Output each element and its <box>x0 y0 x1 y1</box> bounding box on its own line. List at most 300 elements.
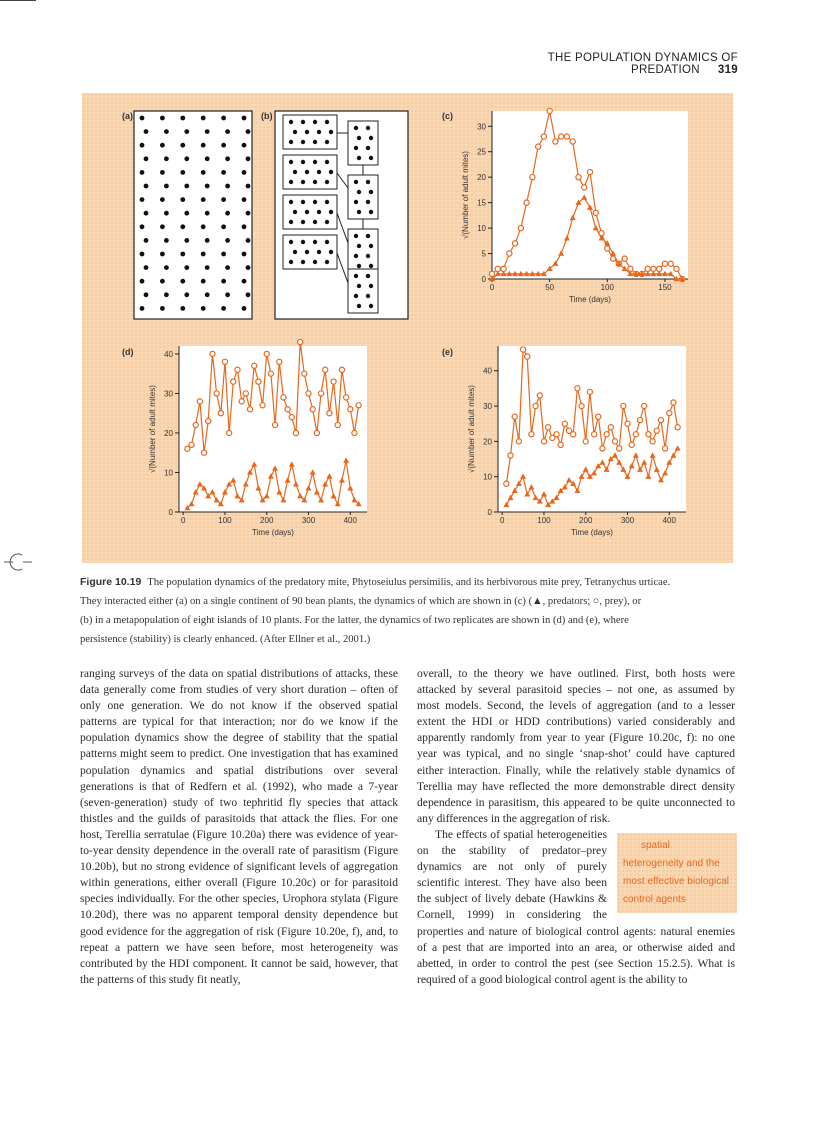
prey-point <box>629 442 634 447</box>
plant-dot <box>313 140 317 144</box>
prey-point <box>327 411 332 416</box>
plant-dot <box>317 170 321 174</box>
plant-dot <box>184 238 189 243</box>
left-column-paragraph: ranging surveys of the data on spatial distributions of attacks, these data generally come from studies of very short duration – often of only one generation. We do not know if the observed spatial patterns are typical for that interaction; nor do we know if the population dynamics show the degree of stability that the spatial patterns might seem to predict. One investigation that has examined population dynamics and spatial distributions over several generations is that of Redfern et al. (1992), who made a 7-year (seven-generation) study of two tephritid fly species that attack thistles and the guilds of parasitoids that attack the flies. For one host, Terellia serratulae (Figure 10.20a) there was evidence of year-to-year density dependence in the overall rate of parasitism (Figure 10.20b), but no strong evidence of significant levels of aggregation within generations, either overall (Figure 10.20c) or for parasitoid species individually. For the other species, Urophora stylata (Figure 10.20d), there was no apparent temporal density dependence but good evidence for the aggregation of risk (Figure 10.20e, f), and, to repeat a pattern we have seen before, most heterogeneity was contributed by the HDI component. It cannot be said, however, that the patterns of this study fit neatly, <box>80 667 398 986</box>
prey-point <box>227 430 232 435</box>
plant-dot <box>313 220 317 224</box>
plant-dot <box>329 130 333 134</box>
x-tick-label: 0 <box>180 516 186 525</box>
plant-dot <box>329 250 333 254</box>
prey-point <box>646 432 651 437</box>
plant-dot <box>325 240 329 244</box>
island-box <box>348 269 378 313</box>
plant-dot <box>221 143 226 148</box>
plant-dot <box>366 254 370 258</box>
right-column <box>417 666 735 988</box>
plant-dot <box>164 156 169 161</box>
prey-point <box>537 393 542 398</box>
plant-dot <box>180 306 185 311</box>
prey-point <box>310 407 315 412</box>
prey-point <box>579 403 584 408</box>
plant-dot <box>225 292 230 297</box>
plant-dot <box>140 116 145 121</box>
plant-dot <box>144 156 149 161</box>
plant-dot <box>160 279 165 284</box>
y-axis-label: √(Number of adult mites) <box>467 385 476 473</box>
plant-dot <box>313 180 317 184</box>
plant-dot <box>246 265 251 270</box>
prey-point <box>306 391 311 396</box>
plant-dot <box>205 211 210 216</box>
plant-dot <box>301 120 305 124</box>
prey-point <box>264 351 269 356</box>
plant-dot <box>225 156 230 161</box>
plant-dot <box>164 129 169 134</box>
plant-dot <box>221 224 226 229</box>
prey-point <box>625 421 630 426</box>
plant-dot <box>313 240 317 244</box>
x-tick-label: 50 <box>545 283 555 292</box>
y-tick-label: 40 <box>164 349 173 359</box>
plant-dot <box>325 140 329 144</box>
prey-point <box>489 271 494 276</box>
prey-point <box>587 169 592 174</box>
prey-point <box>587 389 592 394</box>
plant-dot <box>225 129 230 134</box>
panel-label-c: (c) <box>442 111 453 121</box>
plant-dot <box>180 170 185 175</box>
plant-dot <box>289 260 293 264</box>
plant-dot <box>201 252 206 257</box>
prey-point <box>612 439 617 444</box>
prey-point <box>520 347 525 352</box>
prey-point <box>318 391 323 396</box>
plant-dot <box>221 279 226 284</box>
prey-point <box>252 363 257 368</box>
plant-dot <box>246 211 251 216</box>
plant-dot <box>180 197 185 202</box>
plant-dot <box>317 210 321 214</box>
plant-dot <box>325 260 329 264</box>
x-tick-label: 0 <box>499 516 505 525</box>
x-tick-label: 100 <box>600 283 614 292</box>
figure-svg <box>82 93 733 563</box>
plant-dot <box>357 284 361 288</box>
plant-dot <box>301 260 305 264</box>
prey-point <box>277 359 282 364</box>
prey-point <box>547 108 552 113</box>
prey-point <box>289 415 294 420</box>
plant-dot <box>357 136 361 140</box>
plant-dot <box>354 146 358 150</box>
plant-dot <box>164 211 169 216</box>
panel-a-single-continent <box>134 111 252 319</box>
plant-dot <box>144 265 149 270</box>
plant-dot <box>164 292 169 297</box>
plant-dot <box>289 200 293 204</box>
plant-dot <box>366 274 370 278</box>
prey-point <box>247 407 252 412</box>
plant-dot <box>329 170 333 174</box>
caption-line-3: (b) in a metapopulation of eight islands of 10 plants. For the latter, the dynamics of two replicates are shown in (d) and (e), where <box>80 615 629 626</box>
plant-dot <box>160 170 165 175</box>
plant-dot <box>221 116 226 121</box>
y-tick-label: 10 <box>477 224 486 234</box>
prey-point <box>576 175 581 180</box>
prey-point <box>571 432 576 437</box>
prey-point <box>335 422 340 427</box>
prey-point <box>596 414 601 419</box>
plant-dot <box>366 294 370 298</box>
plant-dot <box>201 279 206 284</box>
plant-dot <box>289 220 293 224</box>
plant-dot <box>201 143 206 148</box>
prey-point <box>591 432 596 437</box>
plant-dot <box>160 306 165 311</box>
island-box <box>348 175 378 219</box>
plant-dot <box>289 140 293 144</box>
plant-dot <box>301 160 305 164</box>
plant-dot <box>325 200 329 204</box>
prey-point <box>298 339 303 344</box>
prey-point <box>628 266 633 271</box>
caption-line-1-text: The population dynamics of the predatory mite, Phytoseiulus persimilis, and its herbivorous mite prey, Tetranychus urticae. <box>147 577 671 588</box>
plant-dot <box>184 265 189 270</box>
prey-point <box>508 453 513 458</box>
prey-point <box>323 367 328 372</box>
y-tick-label: 25 <box>477 147 486 157</box>
plant-dot <box>301 200 305 204</box>
prey-point <box>622 256 627 261</box>
prey-point <box>231 379 236 384</box>
prey-point <box>558 442 563 447</box>
plant-dot <box>354 200 358 204</box>
plant-dot <box>305 210 309 214</box>
plant-dot <box>317 250 321 254</box>
prey-point <box>222 359 227 364</box>
y-axis-label: √(Number of adult mites) <box>461 151 470 239</box>
prey-point <box>529 432 534 437</box>
plant-dot <box>325 120 329 124</box>
y-tick-label: 20 <box>483 437 492 447</box>
prey-point <box>575 386 580 391</box>
prey-point <box>197 399 202 404</box>
plant-dot <box>246 184 251 189</box>
caption-line-2: They interacted either (a) on a single continent of 90 bean plants, the dynamics of which are shown in (c) (▲, predators; ○, prey), or <box>80 596 642 607</box>
prey-point <box>562 421 567 426</box>
x-tick-label: 300 <box>620 516 635 525</box>
plant-dot <box>366 200 370 204</box>
plant-dot <box>301 220 305 224</box>
prey-point <box>536 144 541 149</box>
plant-dot <box>221 197 226 202</box>
prey-point <box>285 407 290 412</box>
prey-point <box>593 210 598 215</box>
prey-point <box>617 446 622 451</box>
prey-point <box>235 367 240 372</box>
prey-point <box>210 351 215 356</box>
prey-point <box>268 371 273 376</box>
prey-point <box>302 371 307 376</box>
prey-point <box>642 403 647 408</box>
plant-dot <box>369 190 373 194</box>
plant-dot <box>140 279 145 284</box>
prey-point <box>546 425 551 430</box>
plant-dot <box>246 129 251 134</box>
caption-line-4: persistence (stability) is clearly enhanced. (After Ellner et al., 2001.) <box>80 634 371 645</box>
panel-label-a: (a) <box>122 111 133 121</box>
plant-dot <box>140 143 145 148</box>
chart-panel-e <box>467 346 686 537</box>
prey-point <box>501 266 506 271</box>
caption-label: Figure 10.19 <box>80 576 142 588</box>
plant-dot <box>369 244 373 248</box>
plant-dot <box>225 265 230 270</box>
plant-dot <box>313 120 317 124</box>
plant-dot <box>369 264 373 268</box>
plant-dot <box>160 143 165 148</box>
plant-dot <box>180 143 185 148</box>
chart-panel-d <box>148 339 367 537</box>
plant-dot <box>354 126 358 130</box>
plant-dot <box>144 129 149 134</box>
plant-dot <box>354 274 358 278</box>
plant-dot <box>242 224 247 229</box>
plant-dot <box>242 279 247 284</box>
prey-point <box>314 430 319 435</box>
plant-dot <box>180 252 185 257</box>
plant-dot <box>180 116 185 121</box>
plant-dot <box>369 156 373 160</box>
y-tick-label: 30 <box>164 389 173 399</box>
prey-point <box>564 134 569 139</box>
chart-panel-c <box>461 108 688 304</box>
continent-frame <box>134 111 252 319</box>
plant-dot <box>201 224 206 229</box>
prey-point <box>662 261 667 266</box>
corner-crop-mark <box>0 0 36 4</box>
plant-dot <box>313 260 317 264</box>
y-tick-label: 0 <box>481 275 486 284</box>
plant-dot <box>369 284 373 288</box>
plant-dot <box>242 306 247 311</box>
plant-dot <box>140 170 145 175</box>
prey-point <box>516 439 521 444</box>
plant-dot <box>357 156 361 160</box>
plant-dot <box>293 210 297 214</box>
prey-point <box>541 439 546 444</box>
plant-dot <box>242 197 247 202</box>
figure-10-19 <box>82 93 733 563</box>
prey-point <box>559 134 564 139</box>
x-axis-label: Time (days) <box>569 295 611 304</box>
plant-dot <box>317 130 321 134</box>
registration-mark-icon <box>4 548 32 576</box>
plant-dot <box>369 136 373 140</box>
x-tick-label: 100 <box>218 516 232 525</box>
prey-point <box>541 134 546 139</box>
plant-dot <box>180 224 185 229</box>
prey-point <box>553 139 558 144</box>
prey-point <box>281 395 286 400</box>
plant-dot <box>357 244 361 248</box>
plant-dot <box>329 210 333 214</box>
panel-b-metapopulation <box>275 111 408 319</box>
plant-dot <box>313 200 317 204</box>
plant-dot <box>160 197 165 202</box>
prey-point <box>637 418 642 423</box>
prey-point <box>583 439 588 444</box>
plant-dot <box>144 211 149 216</box>
plant-dot <box>225 211 230 216</box>
plant-dot <box>201 306 206 311</box>
prey-point <box>352 430 357 435</box>
prey-point <box>600 446 605 451</box>
plant-dot <box>184 292 189 297</box>
plant-dot <box>201 170 206 175</box>
plant-dot <box>301 180 305 184</box>
prey-point <box>518 225 523 230</box>
plot-area <box>492 111 688 279</box>
plant-dot <box>140 224 145 229</box>
prey-point <box>201 450 206 455</box>
caption-line-1 <box>80 573 735 592</box>
prey-point <box>621 403 626 408</box>
right-column-paragraph-2-text: The effects of spatial heterogeneities on the stability of predator–prey dynamics are not only of purely scientific interest. They have also been the subject of lively debate (Hawkins & Cornell, 1999) in considering the properties and nature of biological control agents: natural enemies of a pest that are imported into an area, or otherwise aided and abetted, in order to control the pest (see Section 15.2.5). What is required of a good biological control agent is the ability to <box>417 827 735 986</box>
plant-dot <box>289 180 293 184</box>
x-tick-label: 400 <box>343 516 357 525</box>
prey-point <box>530 175 535 180</box>
plant-dot <box>301 140 305 144</box>
y-tick-label: 10 <box>483 472 492 482</box>
plant-dot <box>164 265 169 270</box>
plant-dot <box>205 184 210 189</box>
plant-dot <box>160 116 165 121</box>
prey-point <box>657 266 662 271</box>
plant-dot <box>325 180 329 184</box>
figure-caption <box>80 573 735 649</box>
plant-dot <box>357 210 361 214</box>
plant-dot <box>242 143 247 148</box>
plant-dot <box>366 180 370 184</box>
plant-dot <box>354 234 358 238</box>
plant-dot <box>205 156 210 161</box>
left-column <box>80 666 398 988</box>
prey-point <box>654 428 659 433</box>
plant-dot <box>246 238 251 243</box>
plant-dot <box>242 116 247 121</box>
running-head-title: THE POPULATION DYNAMICS OF PREDATION <box>547 52 738 76</box>
plant-dot <box>184 211 189 216</box>
y-tick-label: 20 <box>164 428 173 438</box>
prey-point <box>582 185 587 190</box>
margin-note: spatial heterogeneity and the most effective biological control agents <box>617 833 737 913</box>
prey-point <box>608 425 613 430</box>
plant-dot <box>305 250 309 254</box>
plant-dot <box>205 238 210 243</box>
prey-point <box>512 241 517 246</box>
prey-point <box>512 414 517 419</box>
x-axis-label: Time (days) <box>571 528 613 537</box>
prey-point <box>658 418 663 423</box>
plant-dot <box>164 238 169 243</box>
prey-point <box>218 411 223 416</box>
x-tick-label: 100 <box>537 516 551 525</box>
x-tick-label: 150 <box>658 283 672 292</box>
plant-dot <box>144 292 149 297</box>
plant-dot <box>201 116 206 121</box>
prey-point <box>239 399 244 404</box>
plant-dot <box>140 197 145 202</box>
plant-dot <box>354 294 358 298</box>
prey-point <box>570 139 575 144</box>
plant-dot <box>140 306 145 311</box>
plant-dot <box>366 234 370 238</box>
plant-dot <box>201 197 206 202</box>
plant-dot <box>289 160 293 164</box>
y-tick-label: 30 <box>477 122 486 132</box>
plant-dot <box>221 252 226 257</box>
y-tick-label: 20 <box>477 173 486 183</box>
prey-point <box>663 446 668 451</box>
panel-label-e: (e) <box>442 347 453 357</box>
panel-label-d: (d) <box>122 347 134 357</box>
prey-point <box>206 418 211 423</box>
y-tick-label: 5 <box>481 249 486 259</box>
prey-point <box>293 430 298 435</box>
prey-point <box>525 354 530 359</box>
x-tick-label: 300 <box>301 516 316 525</box>
plant-dot <box>369 210 373 214</box>
prey-point <box>651 266 656 271</box>
prey-point <box>495 266 500 271</box>
prey-point <box>667 411 672 416</box>
plant-dot <box>205 292 210 297</box>
prey-point <box>214 391 219 396</box>
plant-dot <box>144 238 149 243</box>
plant-dot <box>184 156 189 161</box>
prey-point <box>331 379 336 384</box>
y-tick-label: 10 <box>164 468 173 478</box>
plant-dot <box>184 129 189 134</box>
prey-point <box>256 379 261 384</box>
plant-dot <box>357 304 361 308</box>
prey-point <box>533 403 538 408</box>
y-axis-label: √(Number of adult mites) <box>148 385 157 473</box>
y-tick-label: 30 <box>483 402 492 412</box>
prey-point <box>272 422 277 427</box>
plant-dot <box>293 170 297 174</box>
plant-dot <box>225 238 230 243</box>
x-tick-label: 200 <box>579 516 593 525</box>
y-tick-label: 0 <box>487 508 492 517</box>
plant-dot <box>354 254 358 258</box>
prey-point <box>356 403 361 408</box>
plant-dot <box>180 279 185 284</box>
prey-point <box>645 266 650 271</box>
prey-point <box>348 407 353 412</box>
plant-dot <box>205 265 210 270</box>
prey-point <box>668 261 673 266</box>
island-box <box>348 121 378 165</box>
page-number: 319 <box>717 64 738 76</box>
x-tick-label: 400 <box>662 516 676 525</box>
running-head <box>458 52 738 76</box>
prey-point <box>344 395 349 400</box>
plant-dot <box>221 306 226 311</box>
plant-dot <box>160 224 165 229</box>
island-box <box>348 229 378 273</box>
